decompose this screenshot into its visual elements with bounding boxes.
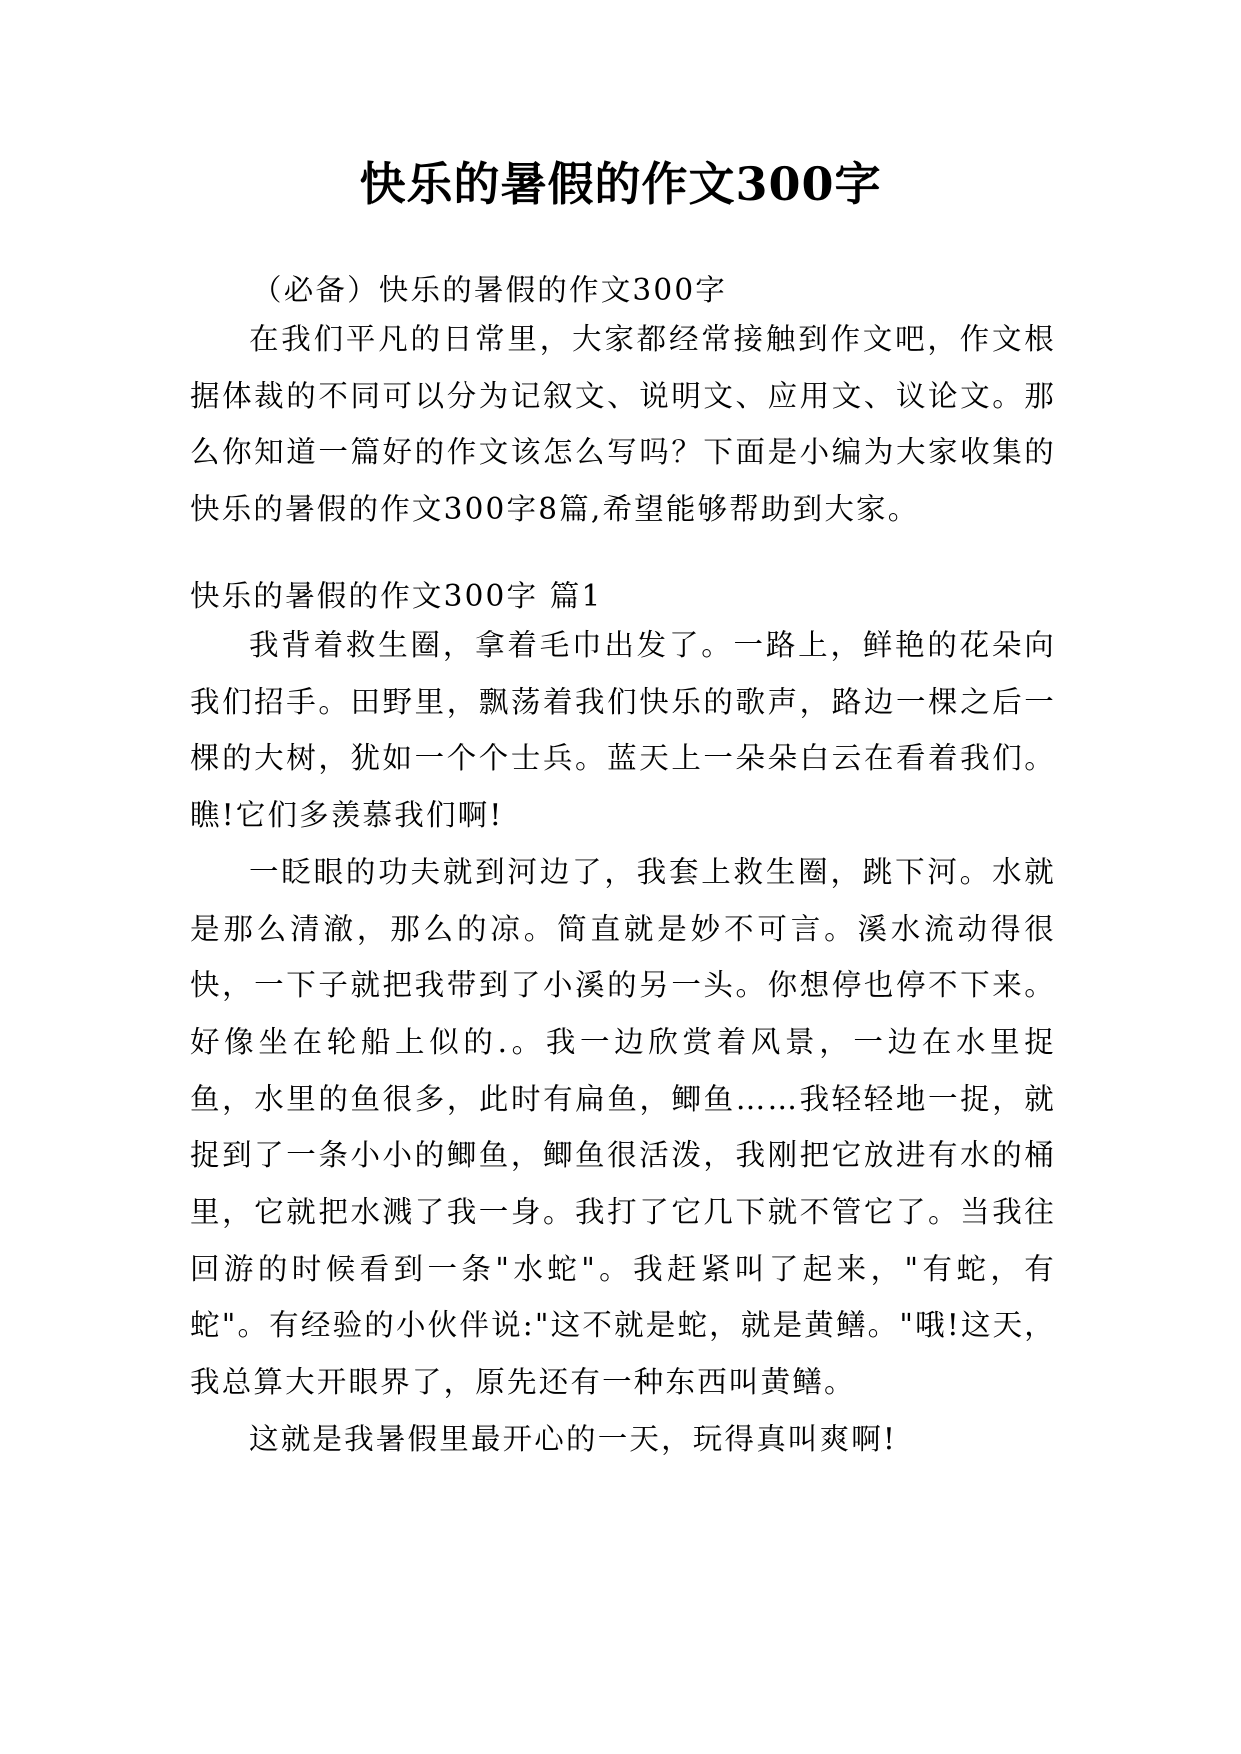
essay-paragraph-1: 我背着救生圈，拿着毛巾出发了。一路上，鲜艳的花朵向我们招手。田野里，飘荡着我们快乐的歌声，路边一棵之后一棵的大树，犹如一个个士兵。蓝天上一朵朵白云在看着我们。瞧!它们多羡慕我们啊! xyxy=(190,628,1056,833)
intro-paragraph: 在我们平凡的日常里，大家都经常接触到作文吧，作文根据体裁的不同可以分为记叙文、说明文、应用文、议论文。那么你知道一篇好的作文该怎么写吗？下面是小编为大家收集的快乐的暑假的作文300字8篇,希望能够帮助到大家。 xyxy=(190,322,1056,527)
essay-paragraph-2: 一眨眼的功夫就到河边了，我套上救生圈，跳下河。水就是那么清澈，那么的凉。简直就是妙不可言。溪水流动得很快，一下子就把我带到了小溪的另一头。你想停也停不下来。好像坐在轮船上似的.。我一边欣赏着风景，一边在水里捉鱼，水里的鱼很多，此时有扁鱼，鲫鱼……我轻轻地一捉，就捉到了一条小小的鲫鱼，鲫鱼很活泼，我刚把它放进有水的桶里，它就把水溅了我一身。我打了它几下就不管它了。当我往回游的时候看到一条"水蛇"。我赶紧叫了起来，"有蛇，有蛇"。有经验的小伙伴说:"这不就是蛇，就是黄鳝。"哦!这天，我总算大开眼界了，原先还有一种东西叫黄鳝。 xyxy=(190,854,1057,1400)
essay-paragraph-3: 这就是我暑假里最开心的一天，玩得真叫爽啊! xyxy=(249,1421,898,1456)
document-title: 快乐的暑假的作文300字 xyxy=(359,157,882,211)
essay-body xyxy=(190,617,1056,1468)
intro-line: （必备）快乐的暑假的作文300字 xyxy=(252,273,728,307)
intro-section xyxy=(190,311,1056,538)
section-heading: 快乐的暑假的作文300字 篇1 xyxy=(190,579,603,613)
